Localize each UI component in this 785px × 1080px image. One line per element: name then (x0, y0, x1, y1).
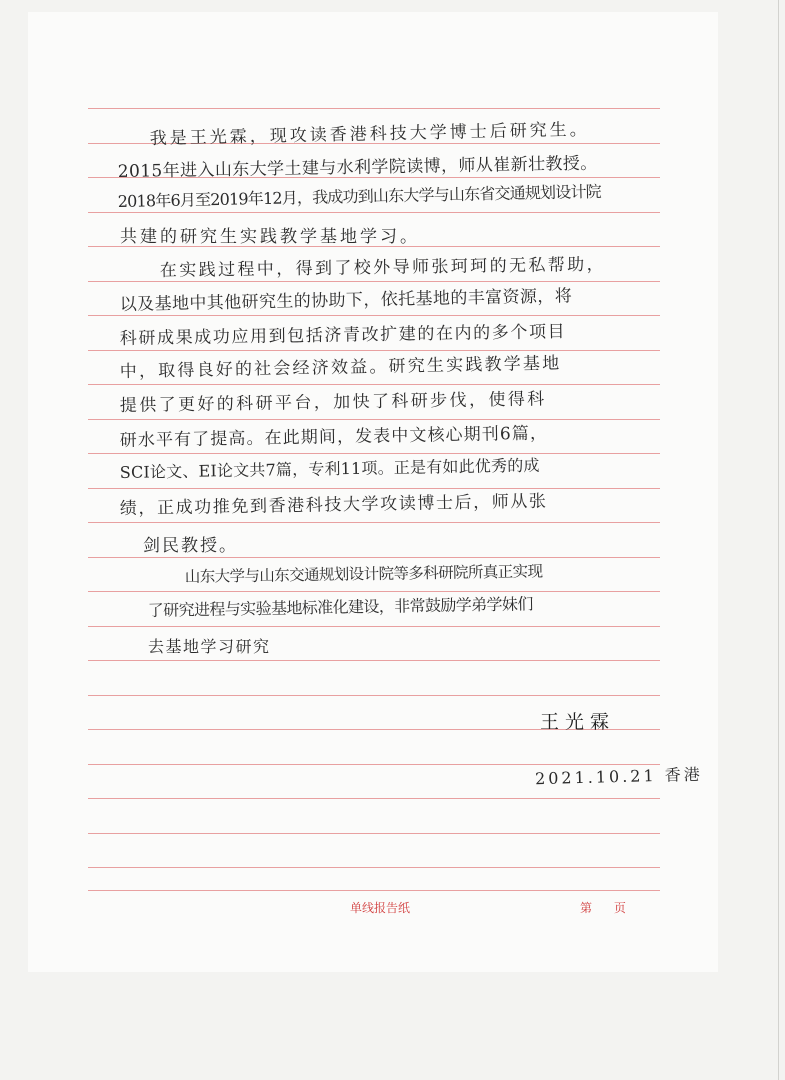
ruled-line (88, 591, 660, 592)
ruled-line (88, 419, 660, 420)
ruled-line (88, 798, 660, 799)
handwritten-line: 共建的研究生实践教学基地学习。 (120, 227, 420, 247)
handwritten-line: 在实践过程中，得到了校外导师张珂珂的无私帮助， (159, 254, 607, 281)
handwritten-line: 科研成果成功应用到包括济青改扩建的在内的多个项目 (119, 321, 567, 349)
handwritten-line: 提供了更好的科研平台，加快了科研步伐，使得科 (119, 389, 547, 416)
ruled-line (88, 522, 660, 523)
ruled-line (88, 833, 660, 834)
ruled-line (88, 695, 660, 696)
ruled-line (88, 281, 660, 282)
ruled-line (88, 867, 660, 868)
ruled-line (88, 660, 660, 661)
ruled-line (88, 384, 660, 385)
handwritten-line: 我是王光霖，现攻读香港科技大学博士后研究生。 (149, 119, 590, 149)
date-location: 2021.10.21 香港 (534, 764, 703, 789)
handwritten-line: 中，取得良好的社会经济效益。研究生实践教学基地 (119, 353, 562, 382)
ruled-line (88, 212, 660, 213)
ruled-line (88, 350, 660, 351)
signature: 王光霖 (540, 711, 616, 733)
ruled-line (88, 108, 660, 109)
ruled-line (88, 626, 660, 627)
page-number-label: 第 页 (580, 901, 626, 915)
handwritten-line: 研水平有了提高。在此期间，发表中文核心期刊6篇， (119, 423, 549, 451)
handwritten-line: 山东大学与山东交通规划设计院等多科研院所真正实现 (184, 562, 543, 587)
handwritten-line: SCI论文、EI论文共7篇，专利11项。正是有如此优秀的成 (119, 455, 540, 483)
paper-footer-title: 单线报告纸 (350, 901, 411, 915)
ruled-line (88, 557, 660, 558)
ruled-line (88, 453, 660, 454)
ruled-line (88, 890, 660, 891)
handwritten-line: 2018年6月至2019年12月，我成功到山东大学与山东省交通规划设计院 (117, 181, 602, 212)
handwritten-line: 剑民教授。 (143, 536, 238, 556)
handwritten-line: 绩，正成功推免到香港科技大学攻读博士后，师从张 (119, 491, 548, 519)
handwritten-line: 去基地学习研究 (148, 637, 271, 656)
handwritten-line: 了研究进程与实验基地标准化建设，非常鼓励学弟学妹们 (147, 594, 533, 621)
handwritten-line: 以及基地中其他研究生的协助下，依托基地的丰富资源，将 (119, 286, 573, 315)
handwritten-line: 2015年进入山东大学土建与水利学院读博，师从崔新壮教授。 (117, 153, 598, 182)
ruled-line (88, 315, 660, 316)
scan-edge (778, 0, 779, 1080)
